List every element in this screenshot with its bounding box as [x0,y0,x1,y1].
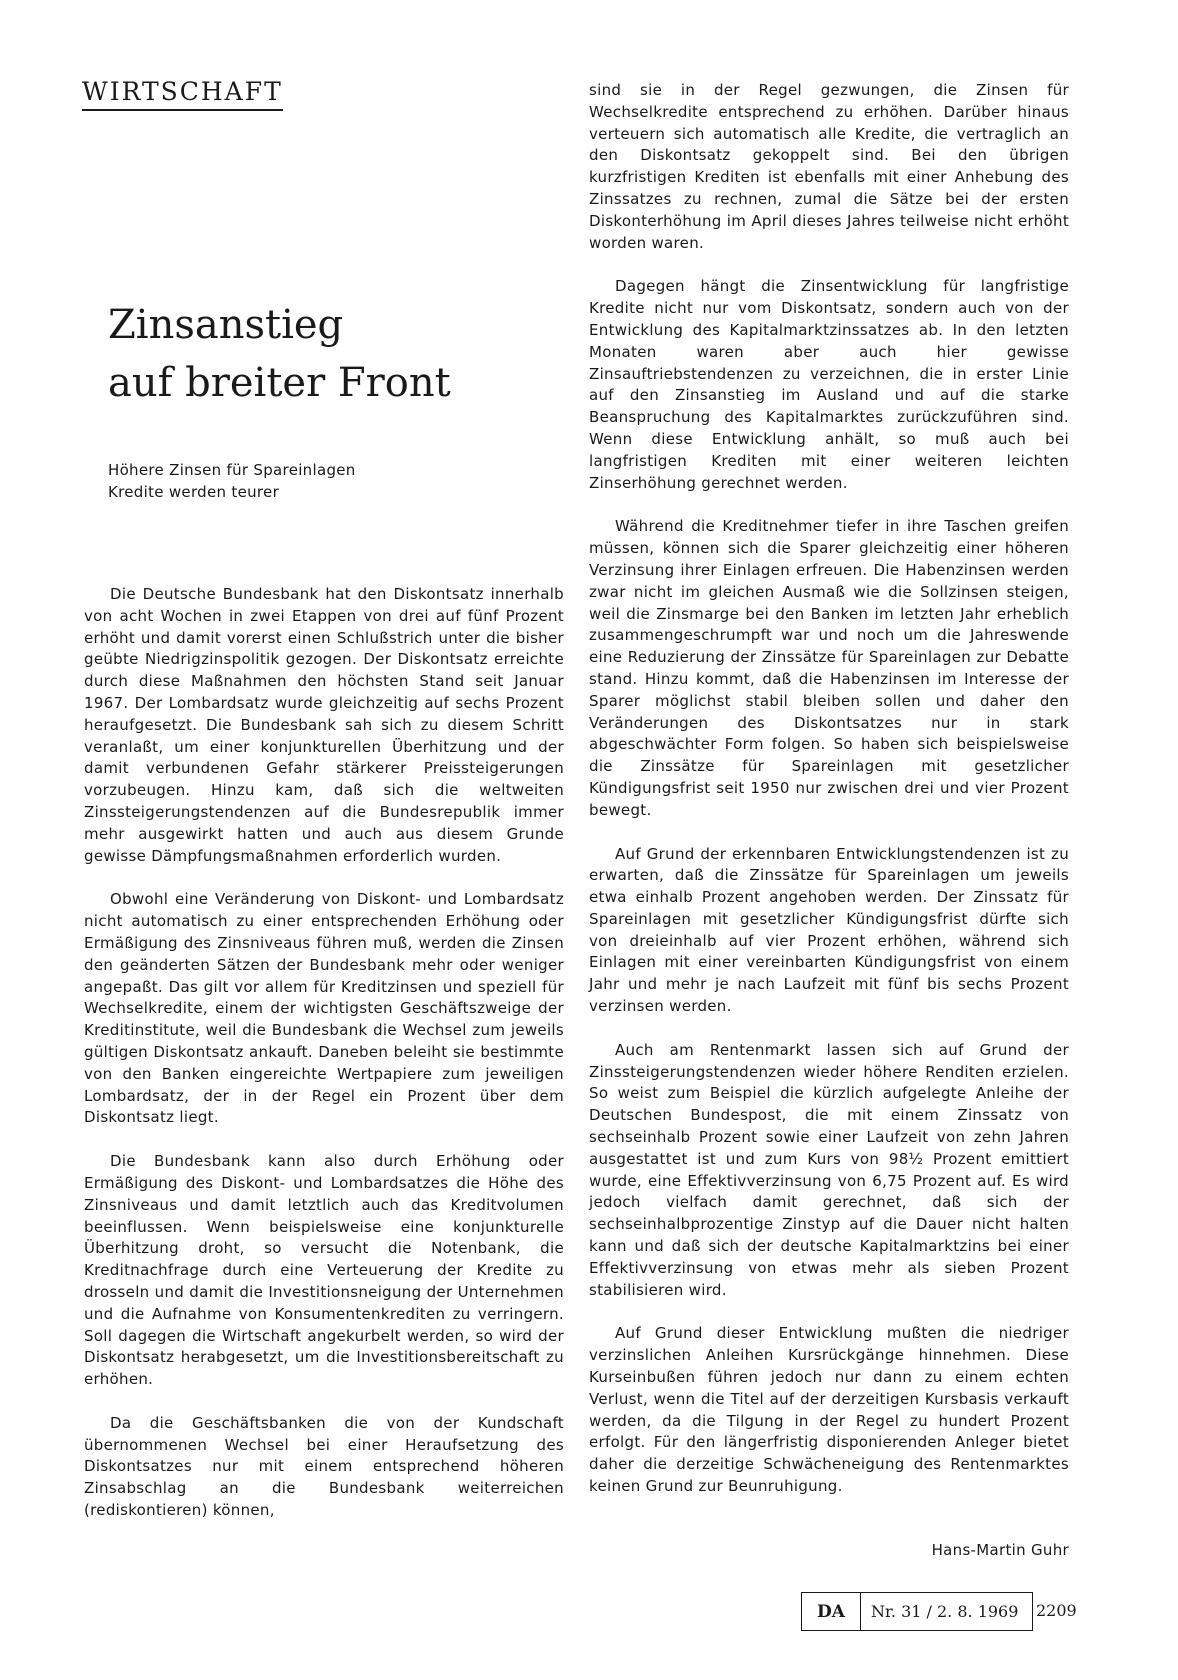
paragraph: Auf Grund der erkennbaren Entwicklungstendenzen ist zu erwarten, daß die Zinssätze für Spareinlagen um jeweils etwa einhalb Prozent angehoben werden. Der Zinssatz für Spareinlagen mit gesetzlicher Kündigungsfrist dürfte sich von dreieinhalb auf vier Prozent erhöhen, während sich Einlagen mit einer vereinbarten Kündigungsfrist von einem Jahr und mehr je nach Laufzeit mit fünf bis sechs Prozent verzinsen werden. [589,844,1069,1016]
paragraph: Die Deutsche Bundesbank hat den Diskontsatz innerhalb von acht Wochen in zwei Etappen von drei auf fünf Prozent erhöht und damit vorerst einen Schlußstrich unter die bisher geübte Niedrigzinspolitik gezogen. Der Diskontsatz erreichte durch diese Maßnahmen den höchsten Stand seit Januar 1967. Der Lombardsatz wurde gleichzeitig auf sechs Prozent heraufgesetzt. Die Bundesbank sah sich zu diesem Schritt veranlaßt, um einer konjunkturellen Überhitzung und der damit verbundenen Gefahr stärkerer Preissteigerungen vorzubeugen. Hinzu kam, daß sich die weltweiten Zinssteigerungstendenzen auf die Bundesrepublik immer mehr ausgewirkt hatten und auch aus diesem Grunde gewisse Dämpfungsmaßnahmen erforderlich wurden. [84,585,564,865]
issue-info: Nr. 31 / 2. 8. 1969 [871,1602,1019,1621]
paragraph: Dagegen hängt die Zinsentwicklung für langfristige Kredite nicht nur vom Diskontsatz, sondern auch von der Entwicklung des Kapitalmarktzinssatzes ab. In den letzten Monaten waren aber auch hier gewisse Zinsauftriebstendenzen zu verzeichnen, die in erster Linie auf den Zinsanstieg im Ausland und auf die starke Beanspruchung des Kapitalmarktes zurückzuführen sind. Wenn diese Entwicklung anhält, so muß auch bei langfristigen Krediten mit einer weiteren leichten Zinserhöhung gerechnet werden. [589,277,1069,492]
paragraph: Obwohl eine Veränderung von Diskont- und Lombardsatz nicht automatisch zu einer entsprechenden Erhöhung oder Ermäßigung des Zinsniveaus führen muß, werden die Zinsen den geänderten Sätzen der Bundesbank mehr oder weniger angepaßt. Das gilt vor allem für Kreditzinsen und speziell für Wechselkredite, einem der wichtigsten Geschäftszweige der Kreditinstitute, weil die Bundesbank die Wechsel zum jeweils gültigen Diskontsatz ankauft. Daneben beleiht sie bestimmte von den Banken eingereichte Wertpapiere zum jeweiligen Lombardsatz, der in der Regel ein Prozent über dem Diskontsatz liegt. [84,890,564,1127]
paragraph: Auch am Rentenmarkt lassen sich auf Grund der Zinssteigerungstendenzen wieder höhere Renditen erzielen. So weist zum Beispiel die kürzlich aufgelegte Anleihe der Deutschen Bundespost, die mit einem Zinssatz von sechseinhalb Prozent sowie einer Laufzeit von zehn Jahren ausgestattet ist und zum Kurs von 98½ Prozent emittiert wurde, eine Effektivverzinsung von 6,75 Prozent auf. Es wird jedoch vielfach damit gerechnet, daß sich der sechseinhalbprozentige Zinstyp auf die Dauer nicht halten kann und daß sich der deutsche Kapitalmarktzins bei einer Effektivverzinsung von etwas mehr als sieben Prozent stabilisieren wird. [589,1040,1069,1299]
article-headline [108,296,568,412]
paragraph-continued: sind sie in der Regel gezwungen, die Zinsen für Wechselkredite entsprechend zu erhöhen. Darüber hinaus verteuern sich automatisch alle Kredite, die vertraglich an den Diskontsatz gekoppelt sind. Bei den übrigen kurzfristigen Krediten ist ebenfalls mit einer Anhebung des Zinssatzes zu rechnen, zumal die Sätze bei der ersten Diskonterhöhung im April dieses Jahres teilweise nicht erhöht worden waren. [589,81,1069,252]
paragraph: Die Bundesbank kann also durch Erhöhung oder Ermäßigung des Diskont- und Lombardsatzes die Höhe des Zinsniveaus und damit letztlich auch das Kreditvolumen beeinflussen. Wenn beispielsweise eine konjunkturelle Überhitzung droht, so versucht die Notenbank, die Kreditnachfrage durch eine Verteuerung der Kredite zu drosseln und damit die Investitionsneigung der Unternehmen und die Aufnahme von Konsumentenkrediten zu verringern. Soll dagegen die Wirtschaft angekurbelt werden, so wird der Diskontsatz herabgesetzt, um die Investitionsbereitschaft zu erhöhen. [84,1152,564,1389]
paragraph: Da die Geschäftsbanken die von der Kundschaft übernommenen Wechsel bei einer Heraufsetzung des Diskontsatzes nur mit einem entsprechend höheren Zinsabschlag an die Bundesbank weiterreichen (rediskontieren) können, [84,1413,564,1520]
section-heading: WIRTSCHAFT [82,78,283,111]
headline-line-2: auf breiter Front [108,360,451,406]
article-subtitle [108,459,548,503]
left-column [84,584,564,1544]
paragraph: Während die Kreditnehmer tiefer in ihre Taschen greifen müssen, können sich die Sparer gleichzeitig einer höheren Verzinsung ihrer Einlagen erfreuen. Die Habenzinsen werden zwar nicht im gleichen Ausmaß wie die Sollzinsen steigen, weil die Zinsmarge bei den Banken im letzten Jahr erheblich zusammengeschrumpft war und noch um die Jahreswende eine Reduzierung der Zinssätze für Spareinlagen zur Debatte stand. Hinzu kommt, daß die Habenzinsen im Interesse der Sparer möglichst stabil bleiben sollen und daher den Veränderungen des Diskontsatzes nur in stark abgeschwächter Form folgen. So haben sich beispielsweise die Zinssätze für Spareinlagen mit gesetzlicher Kündigungsfrist seit 1950 nur zwischen drei und vier Prozent bewegt. [589,517,1069,819]
subtitle-line-1: Höhere Zinsen für Spareinlagen [108,461,356,479]
publication-logo: DA [802,1593,861,1630]
subtitle-line-2: Kredite werden teurer [108,483,280,501]
issue-box [801,1592,1033,1631]
headline-line-1: Zinsanstieg [108,302,344,348]
right-column [589,80,1069,1520]
author-byline: Hans-Martin Guhr [931,1541,1069,1559]
page-number: 2209 [1036,1601,1077,1620]
paragraph: Auf Grund dieser Entwicklung mußten die niedriger verzinslichen Anleihen Kursrückgänge hinnehmen. Diese Kurseinbußen führen jedoch nur dann zu einem echten Verlust, wenn die Titel auf der derzeitigen Kursbasis verkauft werden, da die Tilgung in der Regel zu hundert Prozent erfolgt. Für den längerfristig disponierenden Anleger bietet daher die derzeitige Schwächeneigung des Rentenmarktes keinen Grund zur Beunruhigung. [589,1324,1069,1496]
